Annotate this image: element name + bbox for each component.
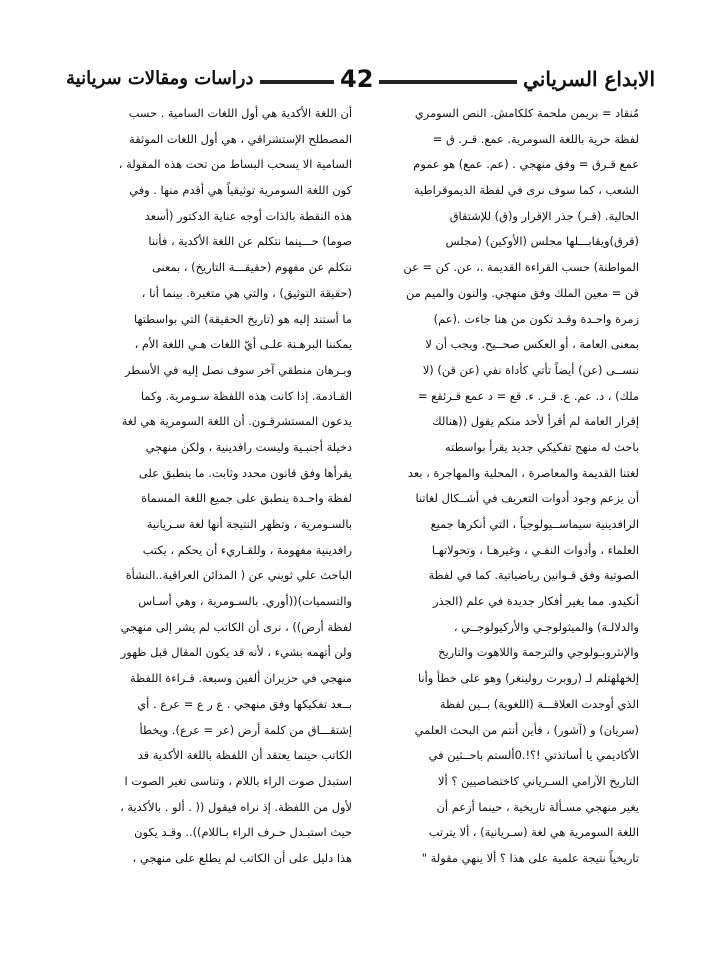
text-line: قن = معين الملك وفق منهجي. والنون والميم من: [406, 285, 639, 300]
text-line: والإنثروبـولوجي والترجمة واللاهوت والتاريخ: [438, 645, 639, 660]
text-line: والتسميات)((أوري. بالسـومرية ، وهي أسـاس: [138, 594, 352, 609]
text-line: (حقيقة التوثيق) ، والتي هي متغيرة. بينما أنا ،: [141, 285, 352, 300]
text-line: أنكيدو. مما يغير أفكار جديدة في علم (الجذر: [432, 594, 639, 609]
page-header: [64, 64, 657, 94]
text-line: باحث له منهج تفكيكي جديد يقرأ بواسطته: [445, 439, 639, 454]
text-line: أن اللغة الأكدية هي أول اللغات السامية . حسب: [128, 106, 352, 120]
text-line: إقرار العامة لم أقرأ لأحد منكم يقول ((هنالك: [432, 414, 639, 429]
text-line: زمرة واحـدة وقـد تكون من هنا جاءت .(عم): [433, 311, 639, 326]
text-line: الرافدينية سيماســيولوجياً ، التي أنكرها جميع: [430, 517, 639, 531]
text-line: السامية الا يسحب البساط من تحت هذه المقولة ،: [118, 157, 352, 172]
text-line: بمعنى العامة ، أو العكس صحــيح. ويجب أن لا: [425, 337, 639, 352]
text-line: القـادمة. إذا كانت هذه اللفظة سـومرية. وكما: [140, 388, 352, 403]
text-line: رافدينية مفهومة ، وللقـاريء أن يحكم ، يكتب: [142, 542, 352, 557]
text-line: يدعون المستشرقـون. أن اللغة السومرية هي لغة: [121, 414, 352, 429]
right-text-column: [353, 101, 639, 872]
text-line: الشعب ، كما سوف نرى في لفظة الديموقراطية: [414, 183, 639, 198]
text-line: أن يزعم وجود أدوات التعريف في أشــكال لغاتنا: [415, 491, 639, 506]
text-line: لفظة حرية باللغة السومرية. عمع. قـر. ق =: [432, 131, 639, 146]
text-line: ملك) ، د. عم. ع. قـر. ء. قع = د عمع قـرئقع =: [418, 388, 639, 403]
text-line: (سريان) و (آشور) ، فأين أنتم من البحث العلمي: [414, 722, 639, 737]
page-number: 42: [334, 64, 379, 94]
text-line: الذي أوجدت العلاقـــة (اللغوية) بــين لفظة: [439, 696, 639, 711]
text-line: كون اللغة السومرية توثيقياً هي أقدم منها . وفي: [129, 183, 352, 198]
text-line: يغير منهجي مسـألة تاريخية ، حينما أزعم أن: [436, 799, 639, 814]
text-line: لفظة واحـدة ينطبق على جميع اللغة المسماة: [141, 491, 352, 506]
text-line: وبـرهان منطقي آخر سوف نصل إليه في الأسطر: [125, 362, 352, 377]
text-line: منهجي في حزيران ألفين وسبعة. قـراءة اللفظة: [130, 671, 352, 686]
text-line: اللغة السومرية هي لغة (سـريانية) ، ألا يترتب: [428, 825, 639, 840]
text-line: إلخهلهتلم لـ (روبرت رولينغر) وهو على خطأ وأنا: [417, 671, 639, 686]
text-line: حيث استبـدل حـرف الراء بـاللام)).. وقـد يكون: [134, 825, 352, 840]
text-line: ننســى (عن) أيضاً تأتي كأداة نفي (عن قن) (لا: [422, 362, 639, 377]
text-line: ولن أتهمه بشيء ، لأنه قد يكون المقال قبل ظهور: [120, 645, 352, 660]
text-line: ما أستند إليه هو (تاريخ الحقيقة) التي بواسطتها: [134, 311, 352, 326]
text-line: الكاتب حينما يعتقد أن اللفظة باللغة الأكدية قد: [137, 748, 352, 763]
text-line: العلماء ، وأدوات النفـي ، وغيرهـا ، وتحولاتهـا: [431, 542, 639, 557]
text-line: الصوتية وفق قـوانين رياضياتية. كما في لفظة: [428, 568, 639, 583]
text-line: دخيلة أجنبـية وليست رافدينية ، ولكن منهجي: [145, 439, 352, 454]
section-title: دراسات ومقالات سريانية: [60, 64, 260, 94]
text-line: المصطلح الإستشراقي ، هي أول اللغات الموثقة: [129, 131, 352, 146]
text-line: لغتنا القديمة والمعاصرة ، المحلية والمهاجرة ، بعد: [407, 465, 639, 480]
text-line: لأول من اللفظة. إذ نراه فيقول (( . ألو . بالأكدية ،: [120, 799, 352, 814]
text-line: مُنقاد = بريمن ملحمة كلكامش. النص السومري: [414, 106, 639, 120]
text-line: بالسـومرية ، وتظهر النتيجة أنها لغة سـريانية: [146, 517, 352, 531]
text-line: إشتقـــاق من كلمة أرض (عر = عرع). ويخطأ: [139, 722, 352, 737]
text-line: تاريخياً نتيجة علمية على هذا ؟ ألا ينهي مقولة ": [421, 850, 639, 865]
text-line: صوما) حـــينما نتكلم عن اللغة الأكدية ، فأننا: [148, 234, 352, 249]
text-line: الأكاديمي يا أساتذتي !؟!.0ألستم باحــثين في: [428, 748, 639, 763]
text-line: استبدل صوت الراء باللام ، وتناسى تغير الصوت ا: [124, 773, 352, 788]
text-line: عمع قـرق = وفق منهجي . (عم. عمع) هو عموم: [413, 157, 639, 172]
text-line: لفظة أرض)) ، نرى أن الكاتب لم يشر إلى منهجي: [120, 619, 352, 634]
text-line: يمكننا البرهـنة علـى أيّ اللغات هـي اللغة الأم ،: [134, 337, 352, 352]
text-line: هذا دليل على أن الكاتب لم يطلع على منهجي ،: [132, 850, 352, 865]
text-line: نتكلم عن مفهوم (حقيقـــة التاريخ) ، بمعنى: [152, 260, 352, 275]
text-line: الباحث علي ثويني عن ( المدائن العراقية..النشأة: [125, 568, 352, 583]
magazine-title: الابداع السرياني: [517, 64, 661, 94]
text-line: التاريخ الآرامي السـرياني كاختصاصيين ؟ ألا: [438, 773, 639, 788]
text-line: الحالية. (قـر) جذر الإقرار و(ق) للإشتقاق: [449, 208, 639, 223]
text-line: (قرق)ويقابـــلها مجلس (الأوكين) (مجلس: [445, 234, 639, 249]
text-line: بــعد تفكيكها وفق منهجي . ع ر ع = عرع . أي: [137, 696, 352, 711]
left-text-column: [66, 101, 352, 872]
text-line: والدلالـة) والميثولوجـي والأركيولوجــي ،: [453, 619, 639, 634]
text-line: هذه النقطة بالذات أوجه عناية الدكتور (أسعد: [144, 208, 352, 223]
text-line: يقرأها وفق قانون محدد وثابت. ما ينطبق على: [138, 465, 352, 480]
text-line: المواطنة) حسب القراءة القديمة .، عن. كن = عن: [403, 260, 639, 275]
